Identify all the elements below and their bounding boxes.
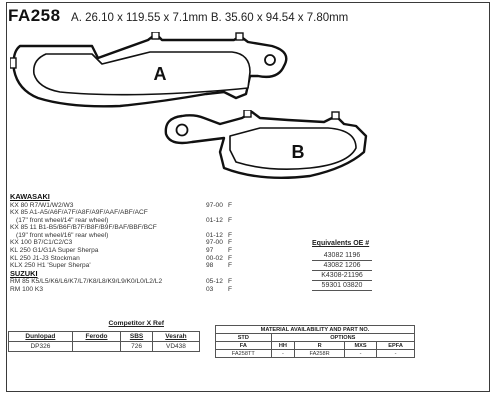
table-cell: VD438 bbox=[152, 342, 199, 352]
table-cell bbox=[72, 342, 120, 352]
column-header: SBS bbox=[121, 332, 153, 342]
table-cell: - bbox=[271, 350, 295, 358]
oe-number: 43082 1206 bbox=[312, 261, 372, 271]
model-name: (17" front wheel/14" rear wheel) bbox=[16, 216, 109, 224]
column-header: EPFA bbox=[377, 342, 415, 350]
column-header: MXS bbox=[344, 342, 376, 350]
model-code: F bbox=[228, 231, 233, 239]
model-years: 97-00 bbox=[206, 239, 223, 247]
model-code: F bbox=[228, 247, 233, 255]
competitor-table bbox=[8, 331, 200, 352]
table-row bbox=[9, 342, 200, 352]
table-row bbox=[9, 332, 200, 342]
competitor-xref bbox=[8, 320, 200, 352]
list-item bbox=[10, 255, 240, 263]
column-header: OPTIONS bbox=[271, 334, 414, 342]
model-name: RM 100 K3 bbox=[10, 285, 43, 293]
border-left bbox=[6, 2, 7, 392]
model-name: KX 100 B7/C1/C2/C3 bbox=[10, 239, 73, 247]
table-row bbox=[216, 342, 415, 350]
model-name: RM 85 K5/L5/K6/L6/K7/L7/K8/L8/K9/L9/K0/L0/L2/L2 bbox=[10, 278, 163, 286]
list-item bbox=[10, 224, 240, 232]
model-code: F bbox=[228, 239, 233, 247]
column-header: Ferodo bbox=[72, 332, 120, 342]
table-cell: DP326 bbox=[9, 342, 73, 352]
brand-kawasaki: KAWASAKI bbox=[10, 192, 50, 201]
list-item bbox=[10, 278, 240, 286]
dimensions: A. 26.10 x 119.55 x 7.1mm B. 35.60 x 94.54 x 7.80mm bbox=[71, 12, 349, 24]
column-header: HH bbox=[271, 342, 295, 350]
brake-pad-b-drawing bbox=[160, 110, 375, 185]
brand-suzuki: SUZUKI bbox=[10, 268, 38, 278]
model-name: KLX 250 H1 'Super Sherpa' bbox=[10, 262, 91, 270]
table-row bbox=[216, 326, 415, 334]
model-code: F bbox=[228, 262, 233, 270]
model-code: F bbox=[228, 254, 233, 262]
list-item bbox=[10, 239, 240, 247]
material-title: MATERIAL AVAILABILITY AND PART NO. bbox=[216, 326, 415, 334]
column-header: Dunlopad bbox=[9, 332, 73, 342]
model-years: 01-12 bbox=[206, 216, 223, 224]
model-years: 98 bbox=[206, 262, 214, 270]
column-header: STD bbox=[216, 334, 272, 342]
table-cell: - bbox=[377, 350, 415, 358]
model-years: 97 bbox=[206, 247, 214, 255]
column-header: FA bbox=[216, 342, 272, 350]
competitor-title: Competitor X Ref bbox=[108, 320, 164, 327]
model-name: KL 250 J1-J3 Stockman bbox=[10, 254, 80, 262]
list-item bbox=[10, 202, 240, 210]
model-code: F bbox=[228, 278, 233, 286]
brake-pad-a-drawing bbox=[10, 32, 295, 112]
model-code: F bbox=[228, 285, 233, 293]
applications-list bbox=[10, 193, 240, 294]
table-row bbox=[216, 350, 415, 358]
model-years: 03 bbox=[206, 285, 214, 293]
header bbox=[8, 6, 348, 26]
pad-a-label: A bbox=[153, 64, 167, 84]
column-header: Vesrah bbox=[152, 332, 199, 342]
oe-number: 59301 03820 bbox=[312, 281, 372, 291]
material-table bbox=[215, 325, 415, 358]
model-years: 97-00 bbox=[206, 201, 223, 209]
border-bottom bbox=[6, 391, 490, 392]
pad-b-label: B bbox=[291, 142, 305, 162]
table-cell: FA258TT bbox=[216, 350, 272, 358]
model-years: 05-12 bbox=[206, 278, 223, 286]
model-name: KX 80 R7/W1/W2/W3 bbox=[10, 201, 74, 209]
equivalents-oe bbox=[312, 240, 372, 291]
oe-number: K4308-21196 bbox=[312, 271, 372, 281]
border-top bbox=[6, 2, 490, 3]
list-item bbox=[10, 247, 240, 255]
table-cell: 726 bbox=[121, 342, 153, 352]
part-number: FA258 bbox=[8, 6, 61, 25]
border-right bbox=[489, 2, 490, 392]
list-item bbox=[10, 262, 240, 270]
table-row bbox=[216, 334, 415, 342]
model-name: KL 250 G1/G1A Super Sherpa bbox=[10, 247, 99, 255]
model-years: 00-02 bbox=[206, 254, 223, 262]
list-item bbox=[10, 286, 240, 294]
list-item bbox=[10, 232, 240, 240]
list-item bbox=[10, 217, 240, 225]
table-cell: FA258R bbox=[295, 350, 345, 358]
equivalents-title: Equivalents OE # bbox=[312, 240, 370, 247]
model-name: KX 85 11 B1-B5/B6F/B7F/B8F/B9F/BAF/BBF/BCF bbox=[10, 224, 157, 232]
table-cell: - bbox=[344, 350, 376, 358]
list-item bbox=[10, 209, 240, 217]
oe-number: 43082 1196 bbox=[312, 251, 372, 261]
model-name: KX 85 A1-A5/A6F/A7F/A8F/A9F/AAF/ABF/ACF bbox=[10, 209, 148, 217]
model-code: F bbox=[228, 216, 233, 224]
material-availability bbox=[215, 325, 415, 358]
model-name: (19" front wheel/16" rear wheel) bbox=[16, 231, 109, 239]
model-code: F bbox=[228, 201, 233, 209]
model-years: 01-12 bbox=[206, 231, 223, 239]
column-header: R bbox=[295, 342, 345, 350]
